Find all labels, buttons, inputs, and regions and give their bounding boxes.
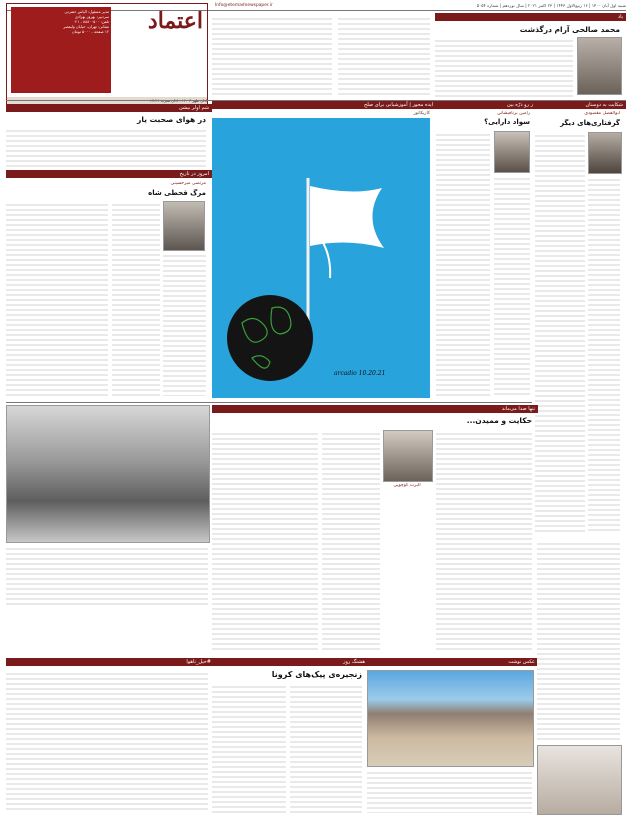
masthead xyxy=(6,3,208,105)
top-email[interactable]: Info@etemadnewspaper.ir xyxy=(215,3,273,8)
a4-body-b xyxy=(6,201,108,396)
cartoon-header: ایده محور | آموزشیابی برای صلح xyxy=(212,101,436,109)
a7-body-b xyxy=(212,683,286,813)
a7-kicker: هشتگ روز xyxy=(212,658,368,666)
a4-photo xyxy=(163,201,205,251)
a6-kicker: تنها صدا می‌ماند xyxy=(212,405,538,413)
a5-title: در هوای صحبت یار xyxy=(137,115,206,124)
a3-kicker: شکایت به دوستان xyxy=(535,101,626,109)
a3-title: گرفتاری‌های دیگر xyxy=(560,119,620,127)
cartoon-signature: arcadio 10.20.21 xyxy=(334,370,386,377)
a2-author: رامین برنافیشانی xyxy=(497,111,530,116)
a4-author: مرتضی میرحسینی xyxy=(170,181,206,186)
masthead-contact-3: نشانی: تهران، خیابان ولیعصر xyxy=(63,24,109,29)
a5-body xyxy=(6,127,206,167)
section-bar-yad: یاد xyxy=(435,13,626,21)
masthead-editions: ۱۲ صفحه - ۵۰۰۰ تومان xyxy=(71,29,109,34)
a8-kicker: عکس نوشت xyxy=(367,658,538,666)
a1-title: محمد صالحی آرام درگذشت xyxy=(519,25,620,34)
col-mid1-body xyxy=(338,15,430,98)
mountain-photo xyxy=(367,670,534,767)
a4-body-c xyxy=(163,252,206,396)
a6-body-c xyxy=(212,430,318,652)
masthead-contact-2: تلفن: ۸۸۸۰۰۵۰۰ - ۰۲۱ xyxy=(73,19,109,24)
a2-body-b xyxy=(494,175,530,397)
left-bottom-body xyxy=(6,670,208,813)
a7-title: زنجیره‌ی پیک‌های کرونا xyxy=(271,670,362,679)
top-date-strip: شنبه اول آبان ۱۴۰۰ | ۱۶ ربیع‌الاول ۱۴۴۳ | ۲۳ اکتبر ۲۰۲۱ | سال نوزدهم | شماره ۵۰۵۴ xyxy=(476,3,626,8)
child-photo xyxy=(537,745,622,815)
masthead-logo: اعتماد xyxy=(147,8,203,34)
a3-body-b xyxy=(588,176,620,532)
cartoon-panel xyxy=(212,118,430,398)
a3-photo xyxy=(588,132,622,174)
masthead-red-box xyxy=(11,7,111,93)
a3-body xyxy=(535,132,585,532)
masthead-contact-1: سردبیر: بهروز بهزادی xyxy=(74,14,109,19)
a6-title: حکایت و ممیدن... xyxy=(466,416,532,425)
a6-photo xyxy=(383,430,433,482)
a8-caption xyxy=(367,769,532,813)
cartoon-label: کاریکاتور xyxy=(413,111,430,116)
a2-photo xyxy=(494,131,530,173)
a1-photo xyxy=(577,37,622,95)
a4-title: مرگ قحطی شاه xyxy=(148,189,206,197)
a4-kicker: امروز در تاریخ xyxy=(6,170,212,178)
right-bottom-body xyxy=(537,540,620,740)
a6-author: آلبرت کوچویی xyxy=(393,483,421,488)
a5-kicker: شم اولر بیشن xyxy=(6,104,212,112)
a4-body-a xyxy=(112,201,160,396)
a2-body xyxy=(436,131,490,397)
cartoon-illustration xyxy=(212,118,430,398)
a2-title: سواد دارایی؟ xyxy=(484,118,530,126)
col-mid2-body xyxy=(212,15,332,98)
a2-kicker: ز رو درّه بین xyxy=(436,101,536,109)
mid-rule xyxy=(6,402,532,403)
masthead-contact-0: مدیر مسئول: الیاس حضرتی xyxy=(64,9,109,14)
bottom-tag[interactable]: #خیل_تاهوا xyxy=(6,658,214,666)
a1-body xyxy=(435,37,573,97)
road-photo xyxy=(6,405,210,543)
a6-body-b xyxy=(322,430,380,652)
a7-body-a xyxy=(290,683,362,813)
a3-author: ابوالفضل مقصودی xyxy=(584,111,620,116)
a6-body-a xyxy=(436,430,532,652)
road-caption xyxy=(6,545,208,605)
